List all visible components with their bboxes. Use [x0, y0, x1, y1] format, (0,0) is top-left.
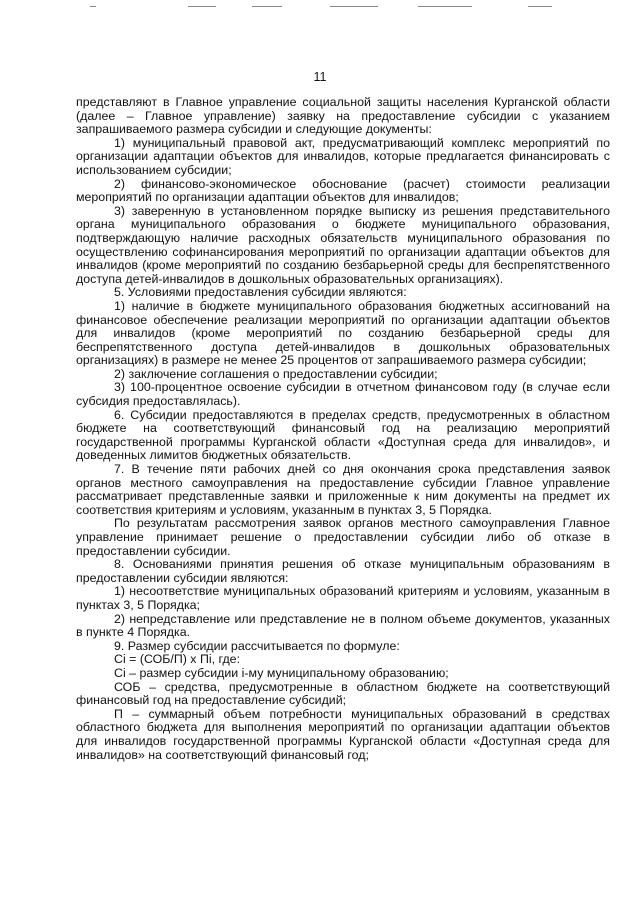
paragraph: СОБ – средства, предусмотренные в областном бюджете на соответствующий финансовый год на предоставление субсидий; — [76, 679, 610, 708]
paragraph: Ci = (СОБ/П) х Пi, где: — [114, 652, 241, 667]
paragraph: 5. Условиями предоставления субсидии являются: — [114, 285, 407, 300]
paragraph: 9. Размер субсидии рассчитывается по формуле: — [114, 638, 400, 653]
paragraph: 7. В течение пяти рабочих дней со дня окончания срока представления заявок органов местного самоуправления на предоставление субсидии Главное управление рассматривает представленные заявки и приложенные к ним документы на предмет их соответствия критериям и условиям, указанным в пунктах 3, 5 Порядка. — [76, 462, 610, 517]
paragraph: 3) 100-процентное освоение субсидии в отчетном финансовом году (в случае если субсидия предоставлялась). — [76, 380, 610, 409]
paragraph: 3) заверенную в установленном порядке выписку из решения представительного органа муниципального образования о бюджете муниципального образования, подтверждающую наличие расходных обязательств муниципального образования по осуществлению софинансирования мероприятий по организации адаптации объектов для инвалидов (кроме мероприятий по созданию безбарьерной среды для беспрепятственного доступа детей-инвалидов в дошкольных образовательных организациях). — [76, 203, 610, 286]
document-body — [76, 96, 610, 762]
paragraph: П – суммарный объем потребности муниципальных образований в средствах областного бюджета для выполнения мероприятий по организации адаптации объектов для инвалидов государственной программы Курганской области «Доступная среда для инвалидов» на соответствующий финансовый год; — [76, 706, 610, 762]
scan-artifact-lines — [60, 6, 580, 10]
paragraph: 2) заключение соглашения о предоставлении субсидии; — [114, 366, 438, 381]
paragraph: 1) наличие в бюджете муниципального образования бюджетных ассигнований на финансовое обеспечение реализации мероприятий по организации адаптации объектов для инвалидов (кроме мероприятий по созданию безбарьерной среды для беспрепятственного доступа детей-инвалидов в дошкольных образовательных организациях) в размере не менее 25 процентов от запрашиваемого размера субсидии; — [76, 298, 610, 368]
paragraph: Ci – размер субсидии i-му муниципальному образованию; — [114, 665, 449, 680]
paragraph: По результатам рассмотрения заявок органов местного самоуправления Главное управление принимает решение о предоставлении субсидии либо об отказе в предоставлении субсидии. — [76, 516, 610, 558]
paragraph: 2) финансово-экономическое обоснование (расчет) стоимости реализации мероприятий по организации адаптации объектов для инвалидов; — [76, 176, 610, 205]
paragraph: 6. Субсидии предоставляются в пределах средств, предусмотренных в областном бюджете на соответствующий финансовый год на реализацию мероприятий государственной программы Курганской области «Доступная среда для инвалидов», и доведенных лимитов бюджетных обязательств. — [76, 407, 610, 463]
page-number: 11 — [313, 70, 327, 84]
paragraph: представляют в Главное управление социальной защиты населения Курганской области (далее – Главное управление) заявку на предоставление субсидии с указанием запрашиваемого размера субсидии и следующие документы: — [76, 95, 610, 137]
paragraph: 1) муниципальный правовой акт, предусматривающий комплекс мероприятий по организации адаптации объектов для инвалидов, которые предлагается финансировать с использованием субсидии; — [76, 135, 610, 177]
paragraph: 8. Основаниями принятия решения об отказе муниципальным образованиям в предоставлении субсидии являются: — [76, 557, 610, 585]
paragraph: 2) непредставление или представление не в полном объеме документов, указанных в пункте 4 Порядка. — [76, 611, 610, 640]
paragraph: 1) несоответствие муниципальных образований критериям и условиям, указанным в пунктах 3, 5 Порядка; — [76, 584, 610, 612]
